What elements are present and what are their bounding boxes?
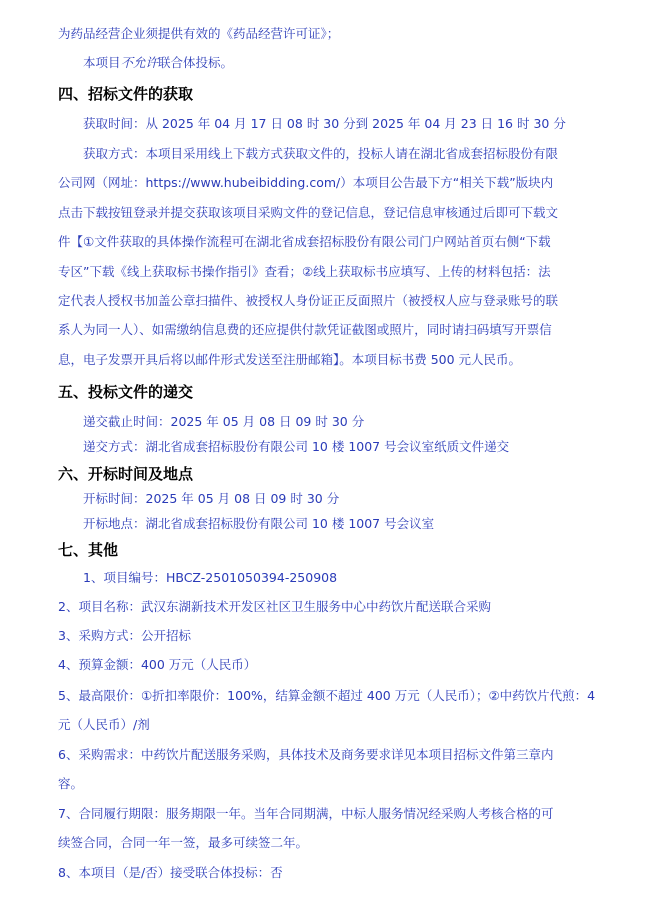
section7-item-5-line-2: 元（人民币）/剂 — [58, 717, 150, 732]
consortium-suffix: 联合体投标。 — [158, 55, 234, 70]
section4-method-line-5: 专区”下载《线上获取标书操作指引》查看；②线上获取标书应填写、上传的材料包括：法 — [58, 264, 551, 279]
section4-method-line-3: 点击下载按钮登录并提交获取该项目采购文件的登记信息，登记信息审核通过后即可下载文 — [58, 205, 559, 220]
section7-item-7-line-2: 续签合同，合同一年一签，最多可续签二年。 — [58, 835, 309, 850]
consortium-line — [83, 55, 233, 71]
section4-time: 获取时间：从 2025 年 04 月 17 日 08 时 30 分到 2025 年 04 月 23 日 16 时 30 分 — [83, 116, 566, 131]
section5-heading: 五、投标文件的递交 — [58, 383, 194, 401]
section7-item-4: 4、预算金额：400 万元（人民币） — [58, 657, 257, 672]
section4-method-line-1: 获取方式：本项目采用线上下载方式获取文件的，投标人请在湖北省成套招标股份有限 — [83, 146, 559, 161]
section4-method-line-4: 件【①文件获取的具体操作流程可在湖北省成套招标股份有限公司门户网站首页右侧“下载 — [58, 234, 551, 249]
intro-license-line: 为药品经营企业须提供有效的《药品经营许可证》； — [58, 26, 340, 41]
consortium-flag: 不允许 — [120, 55, 159, 70]
consortium-prefix: 本项目 — [83, 55, 121, 70]
section7-heading: 七、其他 — [58, 541, 119, 559]
section4-method-line-8: 息，电子发票开具后将以邮件形式发送至注册邮箱】。本项目标书费 500 元人民币。 — [58, 352, 522, 367]
section7-item-6-line-2: 容。 — [58, 776, 84, 791]
section6-place: 开标地点：湖北省成套招标股份有限公司 10 楼 1007 号会议室 — [83, 516, 435, 531]
section7-item-6-line-1: 6、采购需求：中药饮片配送服务采购，具体技术及商务要求详见本项目招标文件第三章内 — [58, 747, 554, 762]
section4-heading: 四、招标文件的获取 — [58, 85, 194, 103]
section4-method-line-7: 系人为同一人）、如需缴纳信息费的还应提供付款凭证截图或照片，同时请扫码填写开票信 — [58, 322, 552, 337]
section5-method: 递交方式：湖北省成套招标股份有限公司 10 楼 1007 号会议室纸质文件递交 — [83, 439, 510, 454]
section4-method-line-6: 定代表人授权书加盖公章扫描件、被授权人身份证正反面照片（被授权人应与登录账号的联 — [58, 293, 559, 308]
section7-item-1: 1、项目编号：HBCZ-2501050394-250908 — [83, 570, 338, 585]
section7-item-5-line-1: 5、最高限价：①折扣率限价：100%，结算金额不超过 400 万元（人民币）；②中药饮片代煎：4 — [58, 688, 596, 703]
section7-item-7-line-1: 7、合同履行期限：服务期限一年。当年合同期满，中标人服务情况经采购人考核合格的可 — [58, 806, 554, 821]
section7-item-3: 3、采购方式：公开招标 — [58, 628, 191, 643]
section7-item-2: 2、项目名称：武汉东湖新技术开发区社区卫生服务中心中药饮片配送联合采购 — [58, 599, 491, 614]
section4-method-line-2: 公司网（网址：https://www.hubeibidding.com/）本项目公告最下方“相关下载”版块内 — [58, 175, 554, 190]
section5-deadline: 递交截止时间：2025 年 05 月 08 日 09 时 30 分 — [83, 414, 365, 429]
section6-time: 开标时间：2025 年 05 月 08 日 09 时 30 分 — [83, 491, 340, 506]
section7-item-8: 8、本项目（是/否）接受联合体投标：否 — [58, 865, 283, 880]
section6-heading: 六、开标时间及地点 — [58, 465, 194, 483]
